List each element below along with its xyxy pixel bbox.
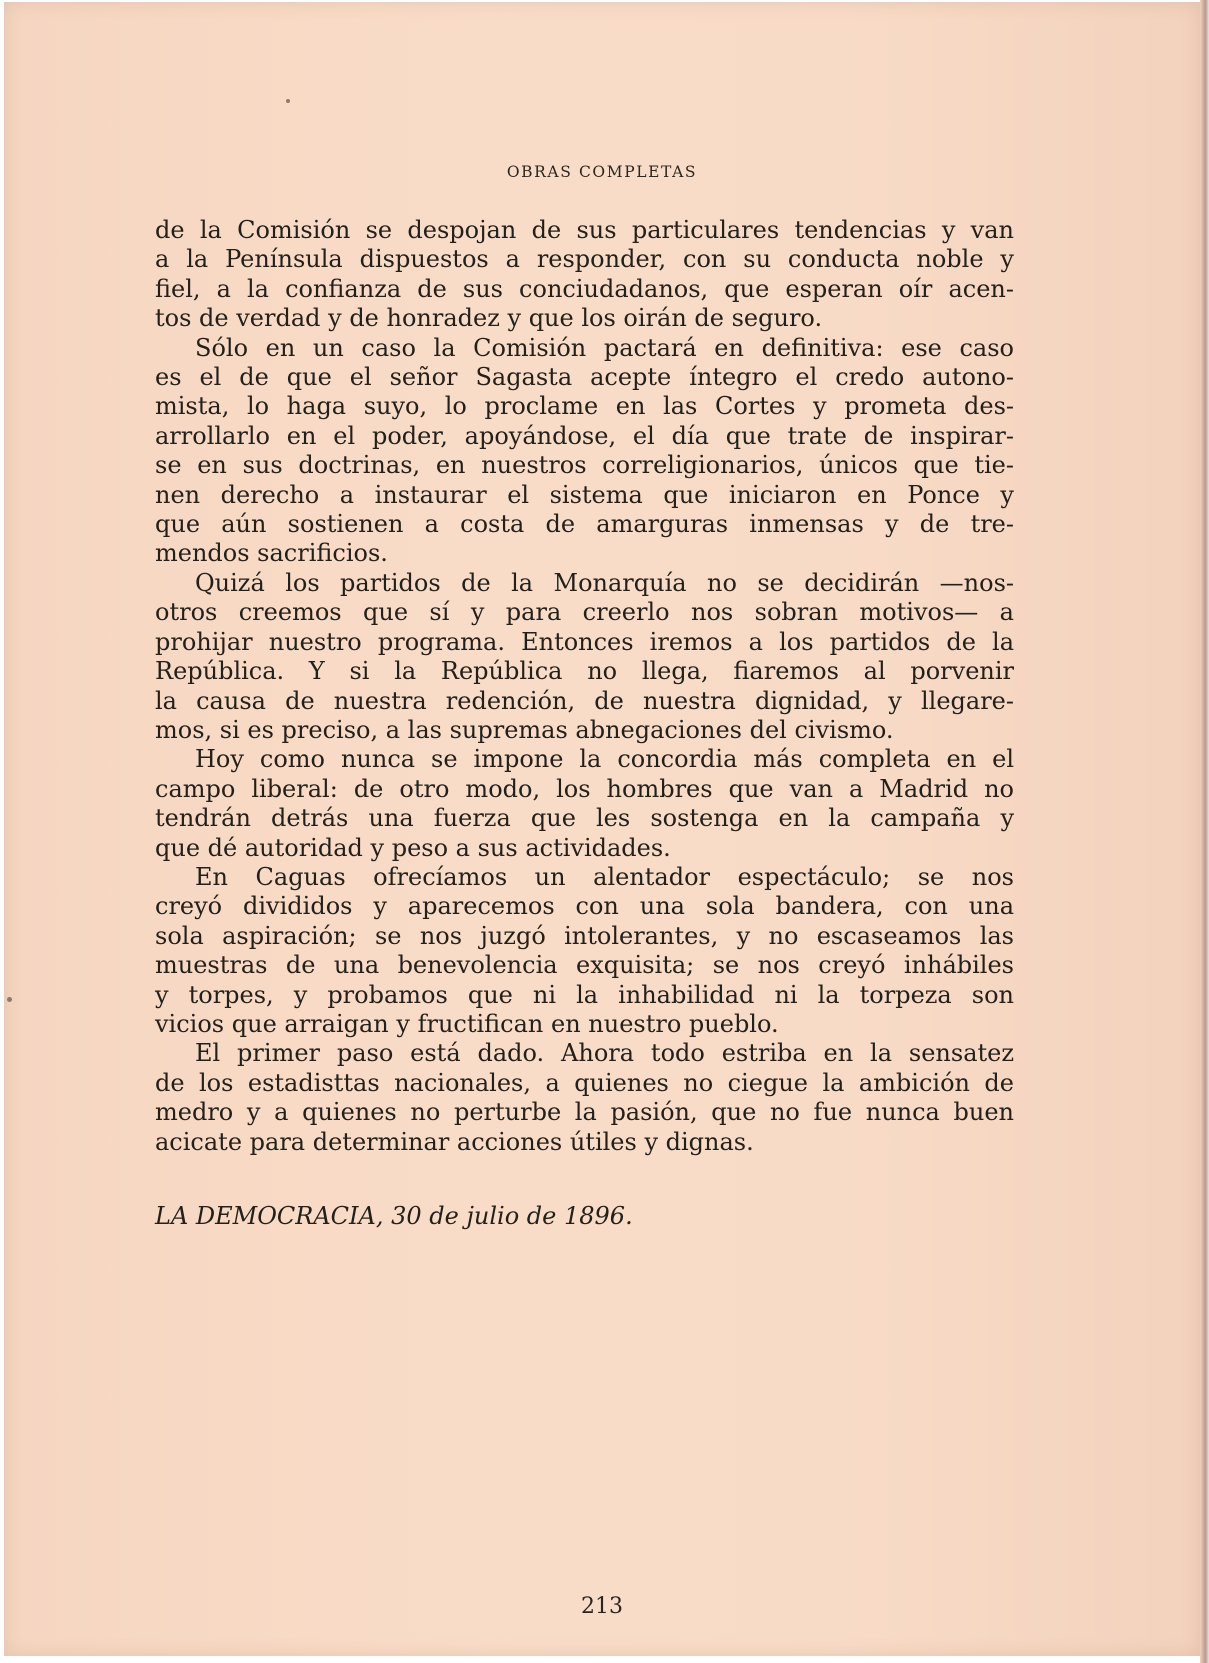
source-citation: LA DEMOCRACIA, 30 de julio de 1896.	[155, 1202, 633, 1230]
text-line: tendrán detrás una fuerza que les sostenga en la campaña y	[155, 804, 1014, 833]
text-line: otros creemos que sí y para creerlo nos sobran motivos— a	[155, 598, 1014, 627]
text-line: vicios que arraigan y fructifican en nuestro pueblo.	[155, 1009, 779, 1038]
text-line: mista, lo haga suyo, lo proclame en las Cortes y prometa des-	[155, 392, 1014, 421]
text-line: fiel, a la confianza de sus conciudadanos, que esperan oír acen-	[155, 274, 1014, 303]
text-line: República. Y si la República no llega, fiaremos al porvenir	[155, 657, 1014, 686]
text-line: Hoy como nunca se impone la concordia más completa en el	[195, 745, 1014, 774]
text-line: de los estadisttas nacionales, a quienes no ciegue la ambición de	[155, 1068, 1014, 1097]
text-line: mendos sacrificios.	[155, 539, 388, 568]
paragraph-6	[155, 1039, 1014, 1157]
text-line: medro y a quienes no perturbe la pasión, que no fue nunca buen	[155, 1098, 1014, 1127]
book-page	[4, 2, 1200, 1656]
text-line: acicate para determinar acciones útiles y dignas.	[155, 1127, 754, 1156]
text-line: que dé autoridad y peso a sus actividades.	[155, 833, 671, 862]
text-line: creyó divididos y aparecemos con una sola bandera, con una	[155, 892, 1014, 921]
paragraph-1	[155, 216, 1014, 334]
paragraph-3	[155, 569, 1014, 745]
article-body	[155, 216, 1014, 1157]
text-line: Sólo en un caso la Comisión pactará en definitiva: ese caso	[195, 333, 1014, 362]
text-line: sola aspiración; se nos juzgó intolerantes, y no escaseamos las	[155, 921, 1014, 950]
text-line: muestras de una benevolencia exquisita; se nos creyó inhábiles	[155, 951, 1014, 980]
text-line: se en sus doctrinas, en nuestros correligionarios, únicos que tie-	[155, 451, 1014, 480]
text-line: la causa de nuestra redención, de nuestra dignidad, y llegare-	[155, 686, 1014, 715]
page-number: 213	[581, 1594, 623, 1619]
paragraph-5	[155, 863, 1014, 1039]
page-edge	[1200, 0, 1209, 1663]
text-line: nen derecho a instaurar el sistema que iniciaron en Ponce y	[155, 480, 1014, 509]
text-line: mos, si es preciso, a las supremas abnegaciones del civismo.	[155, 715, 894, 744]
paragraph-4	[155, 745, 1014, 863]
text-line: prohijar nuestro programa. Entonces iremos a los partidos de la	[155, 627, 1014, 656]
text-line: campo liberal: de otro modo, los hombres que van a Madrid no	[155, 774, 1014, 803]
text-line: que aún sostienen a costa de amarguras inmensas y de tre-	[155, 510, 1014, 539]
paper-speck	[286, 99, 290, 103]
text-line: arrollarlo en el poder, apoyándose, el día que trate de inspirar-	[155, 421, 1014, 450]
text-line: En Caguas ofrecíamos un alentador espectáculo; se nos	[195, 862, 1014, 891]
text-line: Quizá los partidos de la Monarquía no se decidirán —nos-	[195, 568, 1014, 597]
paper-speck	[7, 997, 12, 1002]
running-title: OBRAS COMPLETAS	[506, 163, 698, 181]
paragraph-2	[155, 334, 1014, 569]
text-line: de la Comisión se despojan de sus particulares tendencias y van	[155, 216, 1014, 244]
text-line: es el de que el señor Sagasta acepte íntegro el credo autono-	[155, 363, 1014, 392]
text-line: a la Península dispuestos a responder, con su conducta noble y	[155, 245, 1014, 274]
text-line: tos de verdad y de honradez y que los oirán de seguro.	[155, 304, 823, 333]
text-line: El primer paso está dado. Ahora todo estriba en la sensatez	[195, 1039, 1014, 1068]
text-line: y torpes, y probamos que ni la inhabilidad ni la torpeza son	[155, 980, 1014, 1009]
